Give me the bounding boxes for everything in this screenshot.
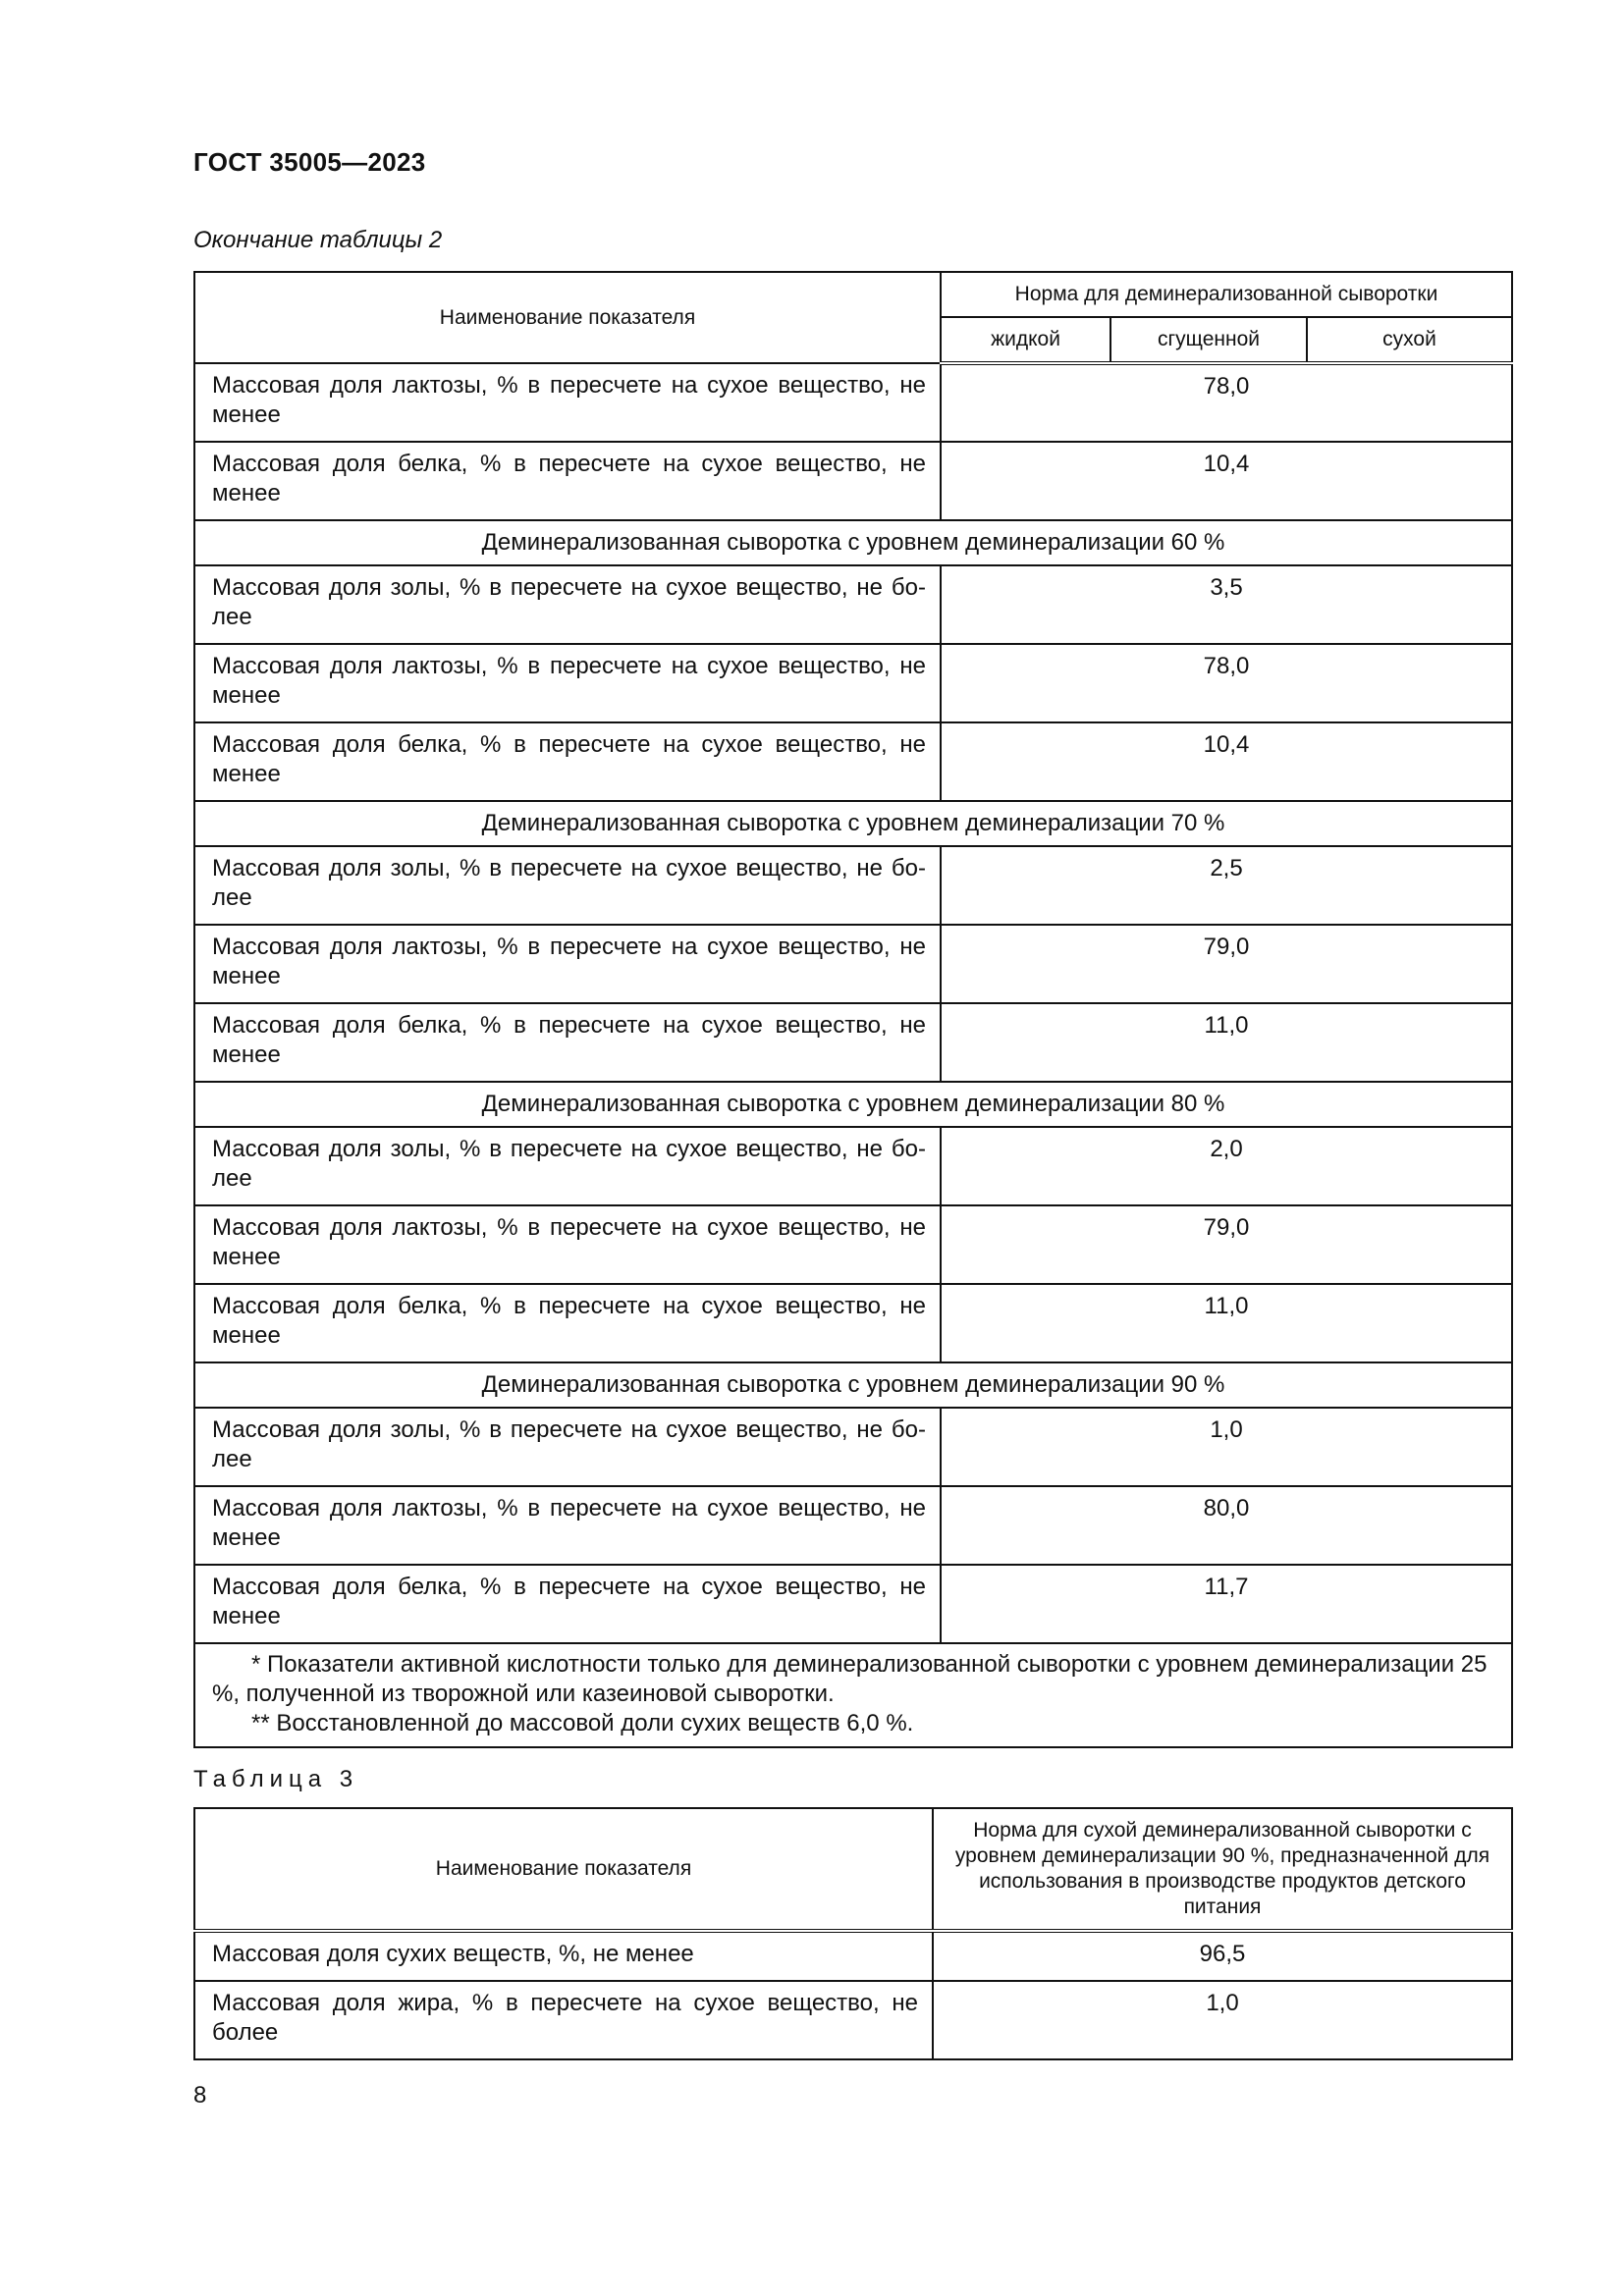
norm-value: 1,0 [941, 1408, 1512, 1486]
table-row [194, 1003, 1512, 1082]
indicator-name: Массовая доля жира, % в пересчете на сухое вещество, не более [194, 1981, 933, 2059]
section-row [194, 520, 1512, 565]
table-row [194, 1284, 1512, 1362]
table-2-continuation-caption: Окончание таблицы 2 [193, 227, 443, 253]
norm-value: 11,0 [941, 1284, 1512, 1362]
section-row [194, 1362, 1512, 1408]
indicator-name: Массовая доля золы, % в пересчете на сухое вещество, не бо-лее [194, 846, 941, 925]
subheader-liquid: жидкой [941, 317, 1110, 363]
table-row [194, 1205, 1512, 1284]
indicator-name: Массовая доля лактозы, % в пересчете на сухое вещество, не менее [194, 644, 941, 722]
norm-value: 2,5 [941, 846, 1512, 925]
page-number: 8 [193, 2082, 207, 2109]
section-row [194, 1082, 1512, 1127]
table-row [194, 722, 1512, 801]
indicator-name: Массовая доля золы, % в пересчете на сухое вещество, не бо-лее [194, 1127, 941, 1205]
indicator-name: Массовая доля белка, % в пересчете на сухое вещество, не менее [194, 1003, 941, 1082]
table-row [194, 846, 1512, 925]
section-title: Деминерализованная сыворотка с уровнем деминерализации 80 % [194, 1082, 1512, 1127]
subheader-dry: сухой [1307, 317, 1512, 363]
table-row [194, 1931, 1512, 1981]
table-row [194, 644, 1512, 722]
section-title: Деминерализованная сыворотка с уровнем деминерализации 90 % [194, 1362, 1512, 1408]
indicator-name: Массовая доля золы, % в пересчете на сухое вещество, не бо-лее [194, 565, 941, 644]
table-row [194, 1486, 1512, 1565]
norm-value: 78,0 [941, 644, 1512, 722]
norm-value: 10,4 [941, 722, 1512, 801]
norm-value: 78,0 [941, 363, 1512, 442]
indicator-name: Массовая доля лактозы, % в пересчете на сухое вещество, не менее [194, 925, 941, 1003]
norm-value: 11,7 [941, 1565, 1512, 1643]
indicator-name: Массовая доля белка, % в пересчете на сухое вещество, не менее [194, 442, 941, 520]
column-header-indicator: Наименование показателя [194, 1808, 933, 1931]
column-header-norm: Норма для сухой деминерализованной сыворотки с уровнем деминерализации 90 %, предназначенной для использования в производстве продуктов детского питания [933, 1808, 1512, 1931]
table-row [194, 1408, 1512, 1486]
section-title: Деминерализованная сыворотка с уровнем деминерализации 70 % [194, 801, 1512, 846]
table-row [194, 565, 1512, 644]
table-row [194, 1565, 1512, 1643]
document-id: ГОСТ 35005—2023 [193, 147, 426, 177]
norm-value: 3,5 [941, 565, 1512, 644]
subheader-condensed: сгущенной [1110, 317, 1307, 363]
table-notes [194, 1643, 1512, 1747]
indicator-name: Массовая доля лактозы, % в пересчете на сухое вещество, не менее [194, 363, 941, 442]
norm-value: 79,0 [941, 925, 1512, 1003]
indicator-name: Массовая доля лактозы, % в пересчете на сухое вещество, не менее [194, 1486, 941, 1565]
footnote: ** Восстановленной до массовой доли сухих веществ 6,0 %. [251, 1710, 914, 1736]
indicator-name: Массовая доля сухих веществ, %, не менее [194, 1931, 933, 1981]
norm-value: 96,5 [933, 1931, 1512, 1981]
norm-value: 80,0 [941, 1486, 1512, 1565]
table-3-caption: Таблица 3 [193, 1766, 359, 1792]
table-3 [193, 1807, 1513, 2060]
indicator-name: Массовая доля лактозы, % в пересчете на сухое вещество, не менее [194, 1205, 941, 1284]
table-row [194, 442, 1512, 520]
table-row [194, 925, 1512, 1003]
footnote: * Показатели активной кислотности только для деминерализованной сыворотки с уровнем деминерализации 25 %, полученной из творожной или казеиновой сыворотки. [212, 1651, 1488, 1707]
notes-row [194, 1643, 1512, 1747]
table-row [194, 1981, 1512, 2059]
table-row [194, 363, 1512, 442]
indicator-name: Массовая доля белка, % в пересчете на сухое вещество, не менее [194, 1284, 941, 1362]
column-header-norm: Норма для деминерализованной сыворотки [941, 272, 1512, 317]
section-row [194, 801, 1512, 846]
norm-value: 10,4 [941, 442, 1512, 520]
norm-value: 2,0 [941, 1127, 1512, 1205]
section-title: Деминерализованная сыворотка с уровнем деминерализации 60 % [194, 520, 1512, 565]
table-row [194, 1127, 1512, 1205]
indicator-name: Массовая доля белка, % в пересчете на сухое вещество, не менее [194, 722, 941, 801]
norm-value: 79,0 [941, 1205, 1512, 1284]
indicator-name: Массовая доля золы, % в пересчете на сухое вещество, не бо-лее [194, 1408, 941, 1486]
column-header-indicator: Наименование показателя [194, 272, 941, 363]
norm-value: 11,0 [941, 1003, 1512, 1082]
norm-value: 1,0 [933, 1981, 1512, 2059]
table-2 [193, 271, 1513, 1748]
indicator-name: Массовая доля белка, % в пересчете на сухое вещество, не менее [194, 1565, 941, 1643]
